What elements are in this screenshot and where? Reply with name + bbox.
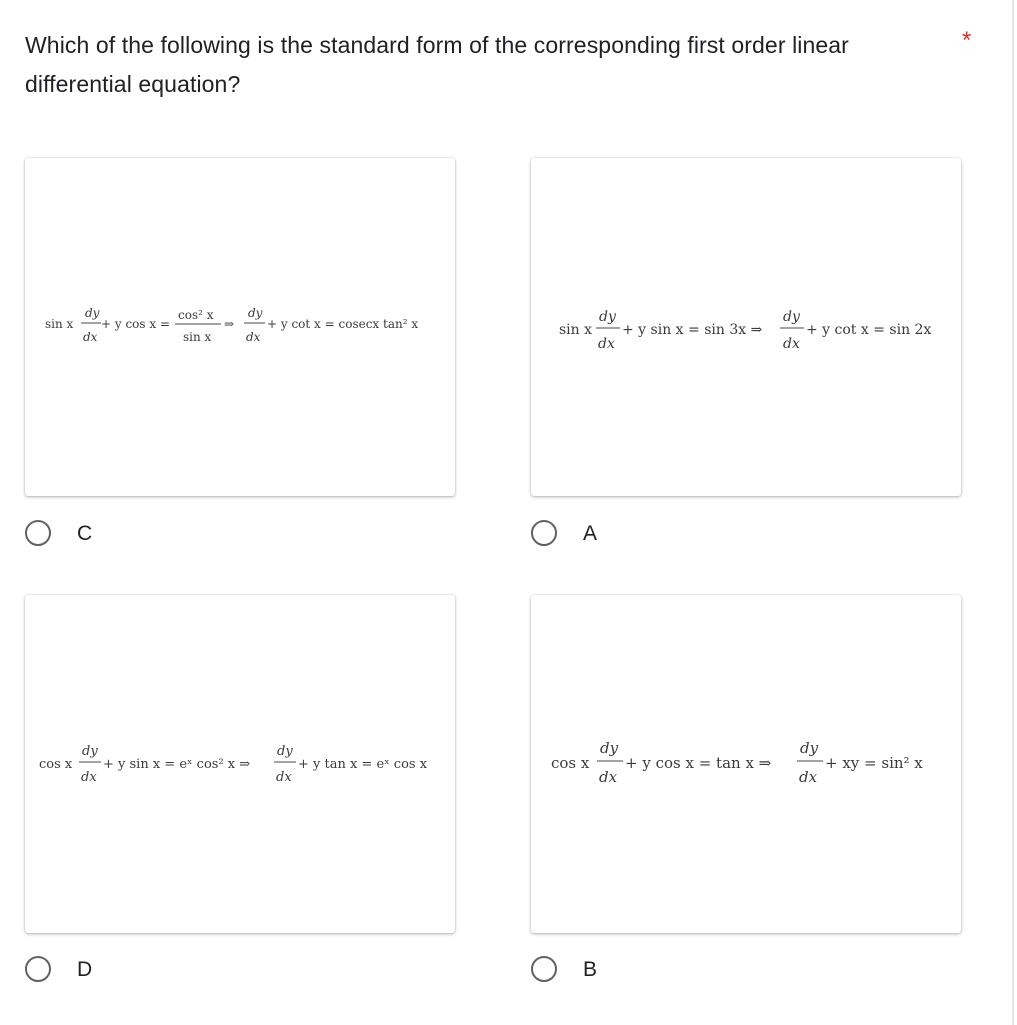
- eq-fraction-denominator: dx: [276, 770, 292, 785]
- option-a-label: A: [583, 522, 598, 545]
- page-right-border: [1012, 0, 1014, 1025]
- eq-fraction-numerator: dy: [599, 309, 616, 325]
- option-d-label: D: [77, 958, 93, 981]
- option-b-label: B: [583, 958, 598, 981]
- eq-term: sin x: [559, 322, 593, 338]
- eq-fraction-denominator: dx: [799, 768, 818, 786]
- eq-fraction-numerator: dy: [277, 744, 293, 759]
- eq-fraction-numerator: cos² x: [178, 308, 214, 322]
- eq-term: + y cos x =: [101, 317, 171, 331]
- eq-fraction-denominator: dx: [246, 330, 261, 344]
- option-b-image-card: [531, 595, 961, 933]
- eq-fraction-numerator: dy: [82, 744, 98, 759]
- option-b-equation: [531, 595, 961, 933]
- eq-fraction-denominator: sin x: [183, 330, 212, 344]
- option-a-equation: [531, 158, 961, 496]
- eq-term: cos x: [551, 754, 590, 772]
- eq-term: + y sin x = sin 3x ⇒: [622, 322, 763, 338]
- radio-button-a[interactable]: [531, 520, 557, 546]
- eq-term: + y cot x = sin 2x: [806, 322, 932, 338]
- eq-fraction-denominator: dx: [598, 336, 615, 352]
- eq-fraction-numerator: dy: [85, 306, 100, 320]
- eq-term: + y sin x = eˣ cos² x ⇒: [103, 757, 251, 772]
- radio-button-b[interactable]: [531, 956, 557, 982]
- eq-term: cos x: [39, 757, 73, 772]
- option-c-equation: [25, 158, 455, 496]
- radio-button-d[interactable]: [25, 956, 51, 982]
- eq-fraction-numerator: dy: [600, 739, 619, 757]
- eq-fraction-denominator: dx: [81, 770, 97, 785]
- option-c-label: C: [77, 522, 93, 545]
- question-title: Which of the following is the standard form of the corresponding first order linear differential equation?: [25, 32, 849, 97]
- eq-term: + y cos x = tan x ⇒: [625, 754, 772, 772]
- eq-implies-arrow: ⇒: [224, 317, 235, 331]
- eq-fraction-numerator: dy: [800, 739, 819, 757]
- option-d-image-card: [25, 595, 455, 933]
- eq-term: + xy = sin² x: [825, 754, 923, 772]
- option-d-equation: [25, 595, 455, 933]
- option-a-image-card: [531, 158, 961, 496]
- eq-term: + y cot x = cosecx tan² x: [267, 317, 419, 331]
- option-c-image-card: [25, 158, 455, 496]
- eq-fraction-denominator: dx: [783, 336, 800, 352]
- eq-fraction-numerator: dy: [248, 306, 263, 320]
- eq-term: + y tan x = eˣ cos x: [298, 757, 428, 772]
- eq-term: sin x: [45, 317, 74, 331]
- eq-fraction-numerator: dy: [783, 309, 800, 325]
- required-asterisk: *: [962, 27, 972, 54]
- radio-button-c[interactable]: [25, 520, 51, 546]
- eq-fraction-denominator: dx: [83, 330, 98, 344]
- eq-fraction-denominator: dx: [599, 768, 618, 786]
